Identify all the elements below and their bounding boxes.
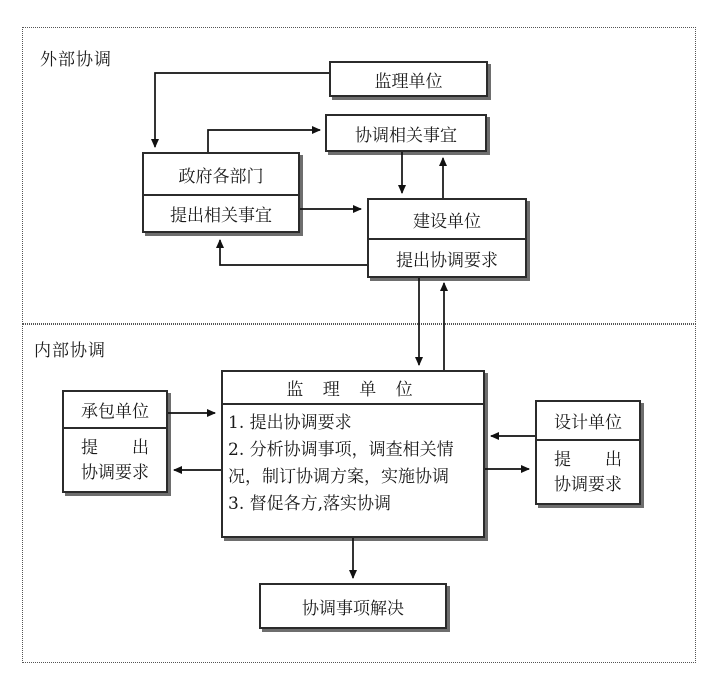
- external-coordination-label: 外部协调: [40, 50, 112, 70]
- government-departments-title: 政府各部门: [178, 166, 264, 187]
- internal-supervision-task-list: [223, 405, 483, 518]
- contractor-request-line2: 协调要求: [81, 462, 149, 483]
- coordination-matters-title: 协调相关事宜: [355, 125, 457, 146]
- construction-unit-box: [367, 198, 527, 278]
- construction-unit-title: 建设单位: [413, 211, 481, 232]
- task-line-4: 3. 督促各方,落实协调: [228, 494, 392, 514]
- task-line-2: 2. 分析协调事项，调查相关情: [228, 440, 454, 460]
- construction-unit-subtitle: 提出协调要求: [369, 238, 525, 276]
- external-supervision-unit-box: [329, 61, 488, 97]
- task-line-1: 1. 提出协调要求: [228, 413, 352, 433]
- matters-resolved-box: [259, 583, 447, 629]
- internal-coordination-label: 内部协调: [34, 341, 106, 361]
- coordination-matters-box: [325, 114, 487, 152]
- government-departments-subtitle: 提出相关事宜: [144, 194, 298, 231]
- design-request-line2: 协调要求: [554, 474, 622, 495]
- contractor-unit-title: 承包单位: [81, 402, 149, 422]
- contractor-request-line1: 提 出: [81, 437, 149, 458]
- internal-supervision-unit-box: [221, 370, 485, 538]
- contractor-unit-request: [64, 427, 166, 491]
- design-unit-request: [537, 439, 639, 503]
- design-request-line1: 提 出: [554, 449, 622, 470]
- internal-supervision-unit-title: 监 理 单 位: [223, 372, 483, 405]
- design-unit-title: 设计单位: [554, 413, 622, 433]
- contractor-unit-box: [62, 390, 168, 493]
- matters-resolved-title: 协调事项解决: [302, 598, 404, 619]
- government-departments-box: [142, 152, 300, 233]
- external-supervision-unit-title: 监理单位: [374, 71, 443, 92]
- task-line-3: 况，制订协调方案，实施协调: [228, 467, 449, 487]
- design-unit-box: [535, 400, 641, 505]
